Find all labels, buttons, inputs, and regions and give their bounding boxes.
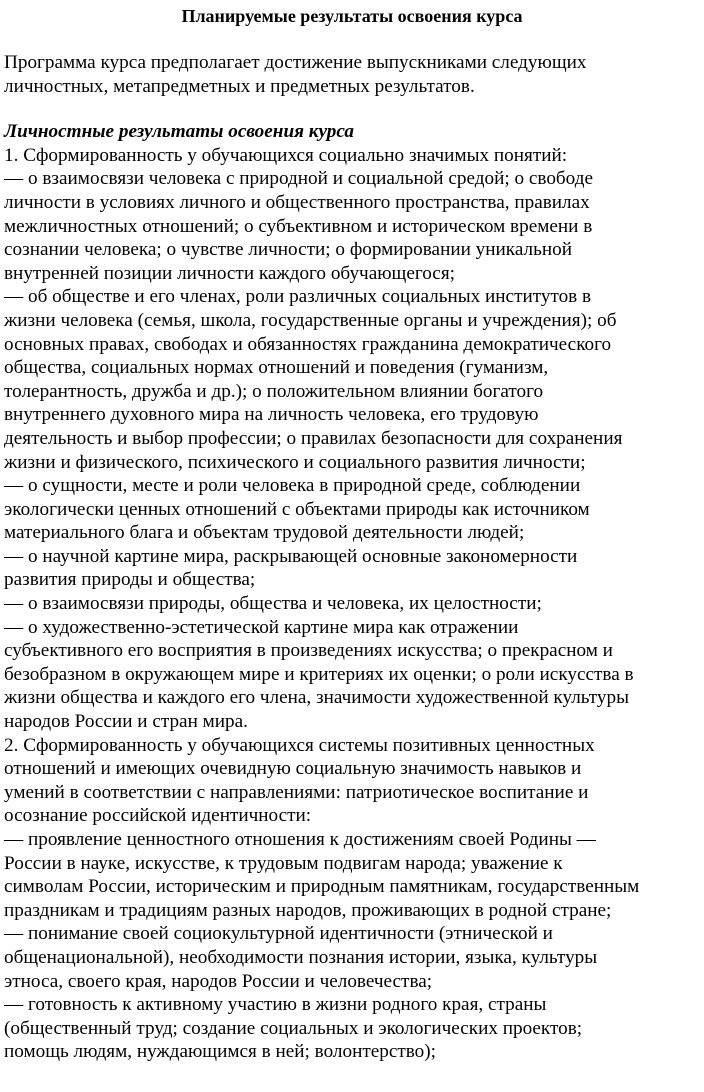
body-line: субъективного его восприятия в произведениях искусства; о прекрасном и: [4, 640, 613, 662]
body-line: жизни общества и каждого его члена, значимости художественной культуры: [4, 687, 629, 709]
body-line: (общественный труд; создание социальных и экологических проектов;: [4, 1017, 583, 1039]
body-line: отношений и имеющих очевидную социальную значимость навыков и: [4, 758, 582, 780]
body-line: умений в соответствии с направлениями: патриотическое воспитание и: [4, 781, 589, 803]
body-line: деятельность и выбор профессии; о правилах безопасности для сохранения: [4, 427, 623, 449]
body-line: общества, социальных нормах отношений и поведения (гуманизм,: [4, 357, 549, 379]
body-line: общенациональной), необходимости познания истории, языка, культуры: [4, 946, 598, 968]
body-line: России в науке, искусстве, к трудовым подвигам народа; уважение к: [4, 852, 563, 874]
body-text: [4, 144, 700, 1064]
body-line: этноса, своего края, народов России и человечества;: [4, 970, 433, 992]
body-line: помощь людям, нуждающимся в ней; волонтерство);: [4, 1041, 436, 1063]
body-line: 1. Сформированность у обучающихся социально значимых понятий:: [4, 144, 568, 166]
body-line: — готовность к активному участию в жизни родного края, страны: [4, 994, 547, 1016]
body-line: сознании человека; о чувстве личности; о формировании уникальной: [4, 239, 572, 261]
document-title: Планируемые результаты освоения курса: [181, 6, 523, 26]
body-line: осознание российской идентичности:: [4, 805, 312, 827]
body-line: — понимание своей социокультурной идентичности (этнической и: [4, 923, 553, 945]
body-line: основных правах, свободах и обязанностях гражданина демократического: [4, 333, 612, 355]
body-line: — о взаимосвязи природы, общества и человека, их целостности;: [4, 593, 542, 615]
body-line: символам России, историческим и природным памятникам, государственным: [4, 876, 640, 898]
body-line: материального блага и объектам трудовой деятельности людей;: [4, 522, 525, 544]
body-line: экологически ценных отношений с объектами природы как источником: [4, 498, 590, 520]
body-line: праздникам и традициям разных народов, проживающих в родной стране;: [4, 899, 612, 921]
intro-line: личностных, метапредметных и предметных результатов.: [4, 75, 475, 97]
body-line: толерантность, дружба и др.); о положительном влиянии богатого: [4, 380, 544, 402]
body-line: жизни и физического, психического и социального развития личности;: [4, 451, 586, 473]
body-line: — о взаимосвязи человека с природной и социальной средой; о свободе: [4, 168, 594, 190]
body-line: — об обществе и его членах, роли различных социальных институтов в: [4, 286, 592, 308]
body-line: — проявление ценностного отношения к достижениям своей Родины —: [4, 829, 596, 850]
intro-line: Программа курса предполагает достижение выпускниками следующих: [4, 52, 587, 73]
body-line: внутренней позиции личности каждого обучающегося;: [4, 262, 455, 284]
body-line: — о художественно-эстетической картине мира как отражении: [4, 616, 519, 638]
body-line: 2. Сформированность у обучающихся системы позитивных ценностных: [4, 734, 595, 756]
body-line: личности в условиях личного и общественного пространства, правилах: [4, 191, 590, 213]
body-line: межличностных отношений; о субъективном и историческом времени в: [4, 215, 593, 237]
body-line: развития природы и общества;: [4, 569, 256, 591]
body-line: безобразном в окружающем мире и критериях их оценки; о роли искусства в: [4, 663, 634, 685]
body-line: внутреннего духовного мира на личность человека, его трудовую: [4, 404, 539, 426]
body-line: — о научной картине мира, раскрывающей основные закономерности: [4, 545, 578, 567]
intro-paragraph: [4, 51, 700, 98]
section-heading: Личностные результаты освоения курса: [4, 121, 354, 143]
body-line: народов России и стран мира.: [4, 711, 248, 733]
body-line: жизни человека (семья, школа, государственные органы и учреждения); об: [4, 309, 617, 331]
body-line: — о сущности, месте и роли человека в природной среде, соблюдении: [4, 475, 581, 497]
